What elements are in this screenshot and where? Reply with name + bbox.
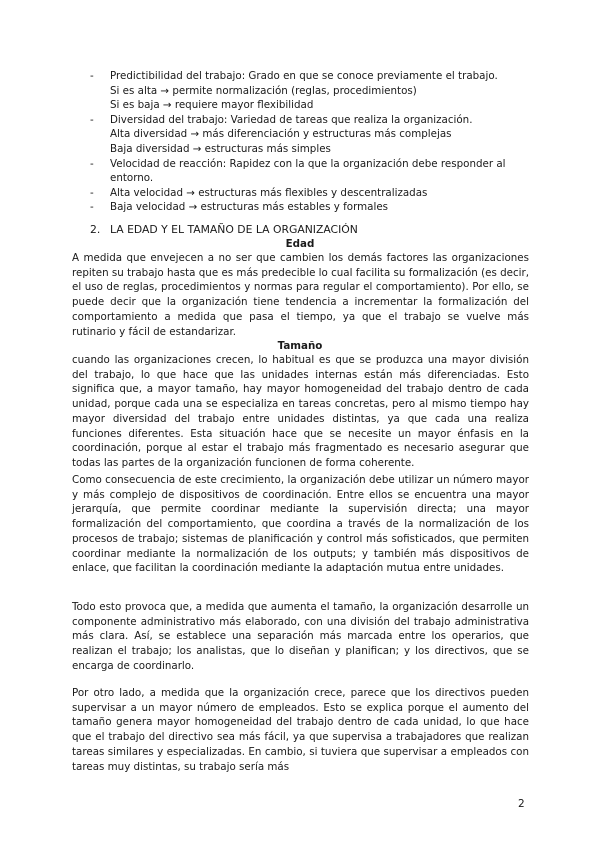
subheading-tamano: Tamaño <box>277 340 323 352</box>
bullet-text: Alta velocidad → estructuras más flexibles y descentralizadas <box>110 186 428 199</box>
bullet-subline: Alta diversidad → más diferenciación y estructuras más complejas <box>110 128 452 141</box>
section-title: LA EDAD Y EL TAMAÑO DE LA ORGANIZACIÓN <box>110 223 358 236</box>
bullet-text: Diversidad del trabajo: Variedad de tareas que realiza la organización. <box>110 113 473 126</box>
page-number: 2 <box>518 798 525 810</box>
bullet-marker: - <box>90 113 94 126</box>
bullet-subline: Si es baja → requiere mayor flexibilidad <box>110 99 314 112</box>
bullet-marker: - <box>90 186 94 199</box>
bullet-list <box>90 69 530 215</box>
bullet-marker: - <box>90 70 94 82</box>
subheading-edad: Edad <box>285 238 315 250</box>
paragraph-tamano-2: Como consecuencia de este crecimiento, la organización debe utilizar un número mayor y más complejo de dispositivos de coordinación. Entre ellos se encuentra una mayor jerarquía, que permite coordinar mediante la supervisión directa; una mayor formalización del comportamiento, que coordina a través de la normalización de los procesos de trabajo; sistemas de planificación y control más sofisticados, que permiten coordinar mediante la normalización de los outputs; y también más dispositivos de enlace, que facilitan la coordinación mediante la adaptación mutua entre unidades. <box>72 474 529 575</box>
bullet-item <box>90 200 530 215</box>
bullet-text: Velocidad de reacción: Rapidez con la que la organización debe responder al entorno. <box>110 157 506 185</box>
paragraph-tamano-3: Todo esto provoca que, a medida que aumenta el tamaño, la organización desarrolle un componente administrativo más elaborado, con una división del trabajo administrativa más clara. Así, se establece una separación más marcada entre los operarios, que realizan el trabajo; los analistas, que lo diseñan y planifican; y los directivos, que se encarga de coordinarlo. <box>72 601 529 672</box>
bullet-text: Predictibilidad del trabajo: Grado en que se conoce previamente el trabajo. <box>110 70 498 82</box>
bullet-marker: - <box>90 201 94 214</box>
bullet-subline: Baja diversidad → estructuras más simples <box>110 142 331 155</box>
bullet-item <box>90 157 530 186</box>
section-number: 2. <box>90 223 101 236</box>
bullet-item <box>90 113 530 157</box>
bullet-marker: - <box>90 157 94 170</box>
section-heading <box>90 222 358 237</box>
bullet-item <box>90 69 530 113</box>
bullet-item <box>90 186 530 201</box>
bullet-subline: Si es alta → permite normalización (reglas, procedimientos) <box>110 84 417 97</box>
paragraph-tamano-4: Por otro lado, a medida que la organización crece, parece que los directivos pueden supervisar a un mayor número de empleados. Esto se explica porque el aumento del tamaño genera mayor homogeneidad del trabajo dentro de cada unidad, lo que hace que el trabajo del directivo sea más fácil, ya que supervisa a trabajadores que realizan tareas similares y especializadas. En cambio, si tuviera que supervisar a empleados con tareas muy distintas, su trabajo sería más <box>72 687 529 773</box>
bullet-text: Baja velocidad → estructuras más estables y formales <box>110 201 389 214</box>
paragraph-tamano-1: cuando las organizaciones crecen, lo habitual es que se produzca una mayor división del trabajo, lo que hace que las unidades internas están más diferenciadas. Esto significa que, a mayor tamaño, hay mayor homogeneidad del trabajo dentro de cada unidad, porque cada una se especializa en tareas concretas, pero al mismo tiempo hay mayor diversidad del trabajo entre unidades distintas, ya que cada una realiza funciones diferentes. Esta situación hace que se necesite un mayor énfasis en la coordinación, porque al estar el trabajo más fragmentado es necesario asegurar que todas las partes de la organización funcionen de forma coherente. <box>72 354 529 469</box>
paragraph-edad: A medida que envejecen a no ser que cambien los demás factores las organizaciones repiten su trabajo hasta que es más predecible lo cual facilita su formalización (es decir, el uso de reglas, procedimientos y normas para regular el comportamiento). Por ello, se puede decir que la organización tiene tendencia a incrementar la formalización del comportamiento a medida que pasa el tiempo, ya que el trabajo se vuelve más rutinario y fácil de estandarizar. <box>72 252 529 338</box>
